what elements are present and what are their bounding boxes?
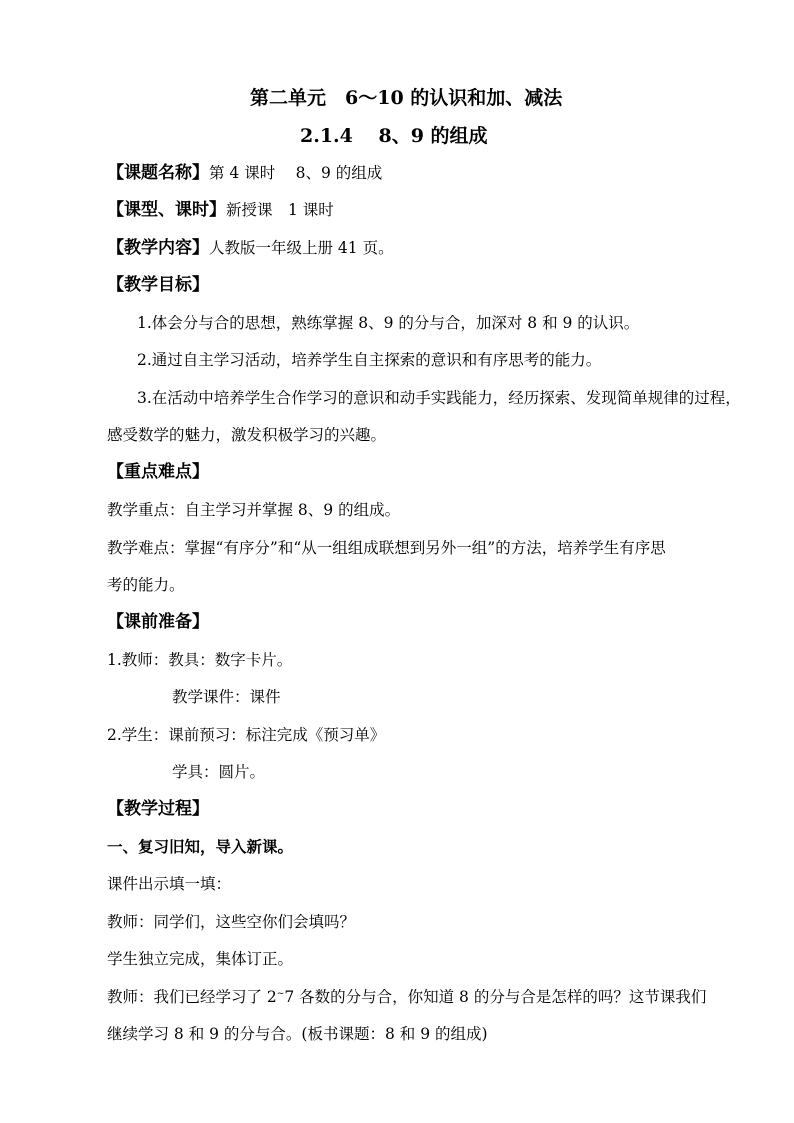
process-paragraph-continued: 继续学习 8 和 9 的分与合。(板书课题：8 和 9 的组成) [107,1025,488,1043]
goal-item: 1.体会分与合的思想，熟练掌握 8、9 的分与合，加深对 8 和 9 的认识。 [137,314,640,332]
goals-heading: 【教学目标】 [107,275,209,295]
lesson-name-value: 第 4 课时 8、9 的组成 [209,164,383,182]
content-row [107,238,394,258]
goal-item: 3.在活动中培养学生合作学习的意识和动手实践能力，经历探索、发现简单规律的过程， [137,389,741,407]
process-paragraph: 教师：同学们，这些空你们会填吗？ [107,913,356,931]
goal-item: 2.通过自主学习活动，培养学生自主探索的意识和有序思考的能力。 [137,351,602,369]
difficulty-text-continued: 考的能力。 [107,576,185,594]
process-paragraph: 学生独立完成，集体订正。 [107,950,294,968]
lesson-name-label: 【课题名称】 [107,163,209,183]
difficulty-text: 教学难点：掌握“有序分”和“从一组组成联想到另外一组”的方法，培养学生有序思 [107,539,666,557]
lesson-type-value: 新授课 1 课时 [226,201,334,219]
process-paragraph [107,987,706,1007]
prep-heading: 【课前准备】 [107,612,209,632]
prep-student-tools: 学具：圆片。 [172,763,266,781]
process-paragraph-part: 7 各数的分与合，你知道 8 的分与合是怎样的吗？这节课我们 [284,988,707,1006]
process-paragraph-part: 教师：我们已经学习了 2 [107,988,277,1006]
lesson-type-row [107,200,334,220]
keypoints-heading: 【重点难点】 [107,462,209,482]
page-title: 第二单元 6～10 的认识和加、减法 [250,87,563,109]
prep-student: 2.学生：课前预习：标注完成《预习单》 [107,726,386,744]
goal-item-continued: 感受数学的魅力，激发积极学习的兴趣。 [107,426,387,444]
lesson-subtitle: 2.1.4 8、9 的组成 [300,125,488,147]
content-label: 【教学内容】 [107,238,209,258]
range-tilde: ~ [276,988,285,999]
prep-teacher: 1.教师：教具：数字卡片。 [107,651,293,669]
focus-text: 教学重点：自主学习并掌握 8、9 的组成。 [107,501,401,519]
lesson-name-row [107,163,382,183]
process-section-title: 一、复习旧知，导入新课。 [107,837,294,856]
prep-teacher-courseware: 教学课件：课件 [172,688,281,706]
process-paragraph: 课件出示填一填： [107,875,232,893]
lesson-type-label: 【课型、课时】 [107,200,226,220]
content-value: 人教版一年级上册 41 页。 [209,239,394,257]
process-heading: 【教学过程】 [107,799,209,819]
